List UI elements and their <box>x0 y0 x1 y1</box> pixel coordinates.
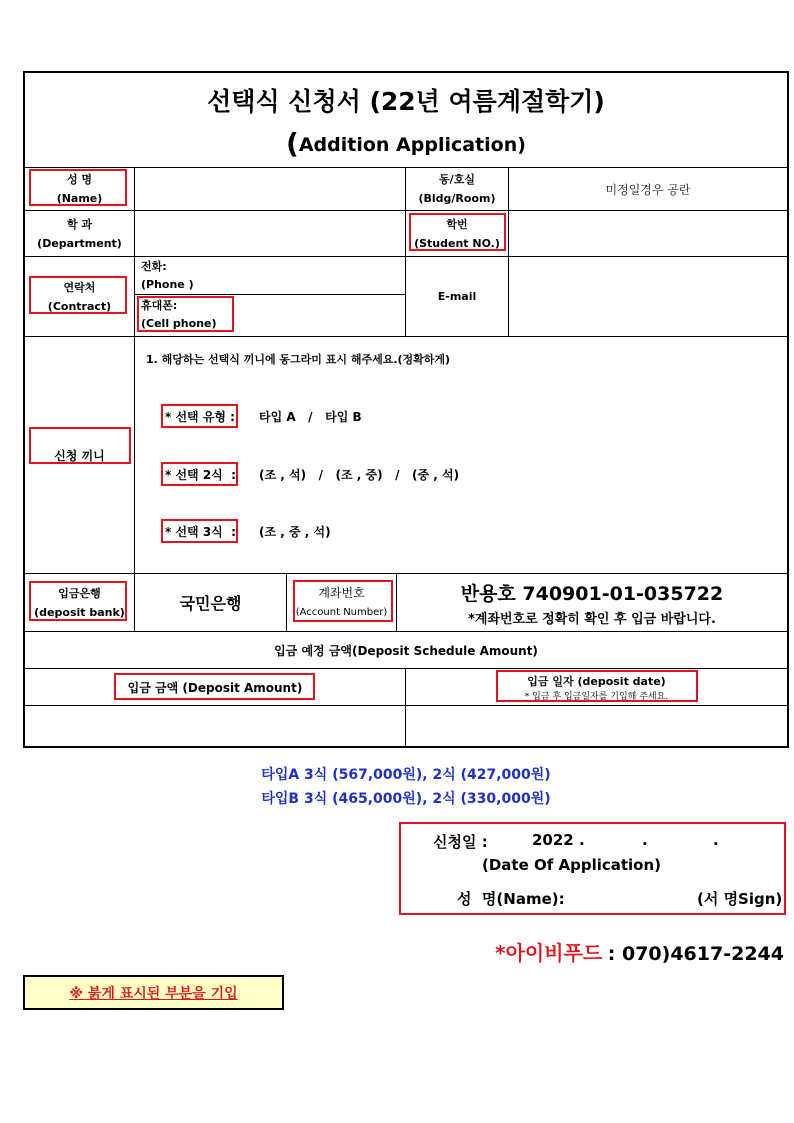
name-label: 성 명 (Name) <box>56 173 103 205</box>
student-no-label: 학번 (Student NO.) <box>414 217 500 250</box>
company-phone: : 070)4617-2244 <box>607 943 784 965</box>
deposit-amount-highlight <box>114 673 315 700</box>
account-info <box>397 574 787 631</box>
deposit-amount-input[interactable] <box>25 706 405 746</box>
room-hint: 미정일경우 공란 <box>605 182 691 197</box>
contact-label: 연락처 (Contract) <box>47 280 112 313</box>
deposit-date-label: 입금 일자 (deposit date) * 입금 후 입금일자를 기입해 주세요. <box>524 674 669 702</box>
deposit-date-highlight <box>496 670 698 702</box>
form-title <box>25 78 787 122</box>
price-type-b: 타입B 3식 (465,000원), 2식 (330,000원) <box>261 791 551 807</box>
price-info <box>23 763 789 811</box>
meal-instruction: 1. 해당하는 선택식 끼니에 동그라미 표시 해주세요.(정확하게) <box>146 353 451 366</box>
meal-type-highlight <box>161 404 238 428</box>
department-input[interactable] <box>135 211 405 256</box>
email-input[interactable] <box>509 257 787 336</box>
divider <box>135 294 406 295</box>
phone-label: 전화: (Phone ) <box>141 260 194 291</box>
cell-phone-highlight <box>137 296 234 332</box>
divider <box>23 336 789 337</box>
meal-two-options[interactable]: (조 , 석) / (조 , 중) / (중 , 석) <box>259 468 460 482</box>
application-date-label: 신청일 : <box>433 833 488 851</box>
title-english: Addition Application) <box>298 134 526 156</box>
meal-type-options[interactable]: 타입 A / 타입 B <box>259 410 362 424</box>
student-no-input[interactable] <box>509 211 787 256</box>
application-name-input[interactable] <box>580 885 690 909</box>
title-paren: ( <box>286 126 299 160</box>
room-label: 동/호실 (Bldg/Room) <box>418 173 496 205</box>
footer-contact <box>470 937 784 966</box>
price-type-a: 타입A 3식 (567,000원), 2식 (427,000원) <box>261 767 551 783</box>
account-number-label: 계좌번호 (Account Number) <box>295 585 388 618</box>
student-no-highlight <box>409 213 506 251</box>
deposit-schedule-header: 입금 예정 금액(Deposit Schedule Amount) <box>274 643 538 658</box>
name-input[interactable] <box>135 168 405 210</box>
form-subtitle <box>25 122 787 164</box>
department-label: 학 과 (Department) <box>37 217 122 250</box>
application-day-dot: . <box>713 831 719 849</box>
meal-two-highlight <box>161 462 238 486</box>
meal-three-options[interactable]: (조 , 중 , 석) <box>259 525 331 539</box>
cell-phone-label: 휴대폰: (Cell phone) <box>141 299 217 330</box>
fill-in-note: ※ 붉게 표시된 부분을 기입 <box>23 975 284 1010</box>
meal-type-label: * 선택 유형 : <box>165 410 235 424</box>
application-name-label: 성 명(Name): <box>457 890 565 908</box>
deposit-date-input[interactable] <box>406 706 787 746</box>
account-number: 반용호 740901-01-035722 <box>460 582 724 605</box>
meal-three-label: * 선택 3식 : <box>165 525 236 539</box>
company-name: *아이비푸드 <box>495 941 603 965</box>
bank-name: 국민은행 <box>179 594 242 613</box>
account-note: *계좌번호로 정확히 확인 후 입금 바랍니다. <box>468 611 716 627</box>
title-korean: 선택식 신청서 (22년 여름계절학기) <box>207 87 605 116</box>
room-input[interactable] <box>509 168 787 210</box>
application-date-en: (Date Of Application) <box>482 856 662 874</box>
meal-label-highlight <box>29 427 131 464</box>
cell-phone-input[interactable] <box>236 296 404 335</box>
contact-highlight <box>29 276 127 314</box>
account-number-highlight <box>293 580 393 622</box>
meal-three-highlight <box>161 519 238 543</box>
application-month-dot: . <box>642 831 648 849</box>
deposit-bank-highlight <box>29 581 127 621</box>
phone-input[interactable] <box>200 258 404 293</box>
application-sign: (서 명Sign) <box>697 890 783 908</box>
meal-two-label: * 선택 2식 : <box>165 468 236 482</box>
deposit-bank-label: 입금은행 (deposit bank) <box>34 586 125 619</box>
email-label: E-mail <box>437 290 477 303</box>
deposit-amount-label: 입금 금액 (Deposit Amount) <box>127 680 303 695</box>
name-highlight <box>29 169 127 206</box>
meal-label: 신청 끼니 <box>54 448 105 463</box>
application-year[interactable]: 2022 . <box>532 831 585 849</box>
